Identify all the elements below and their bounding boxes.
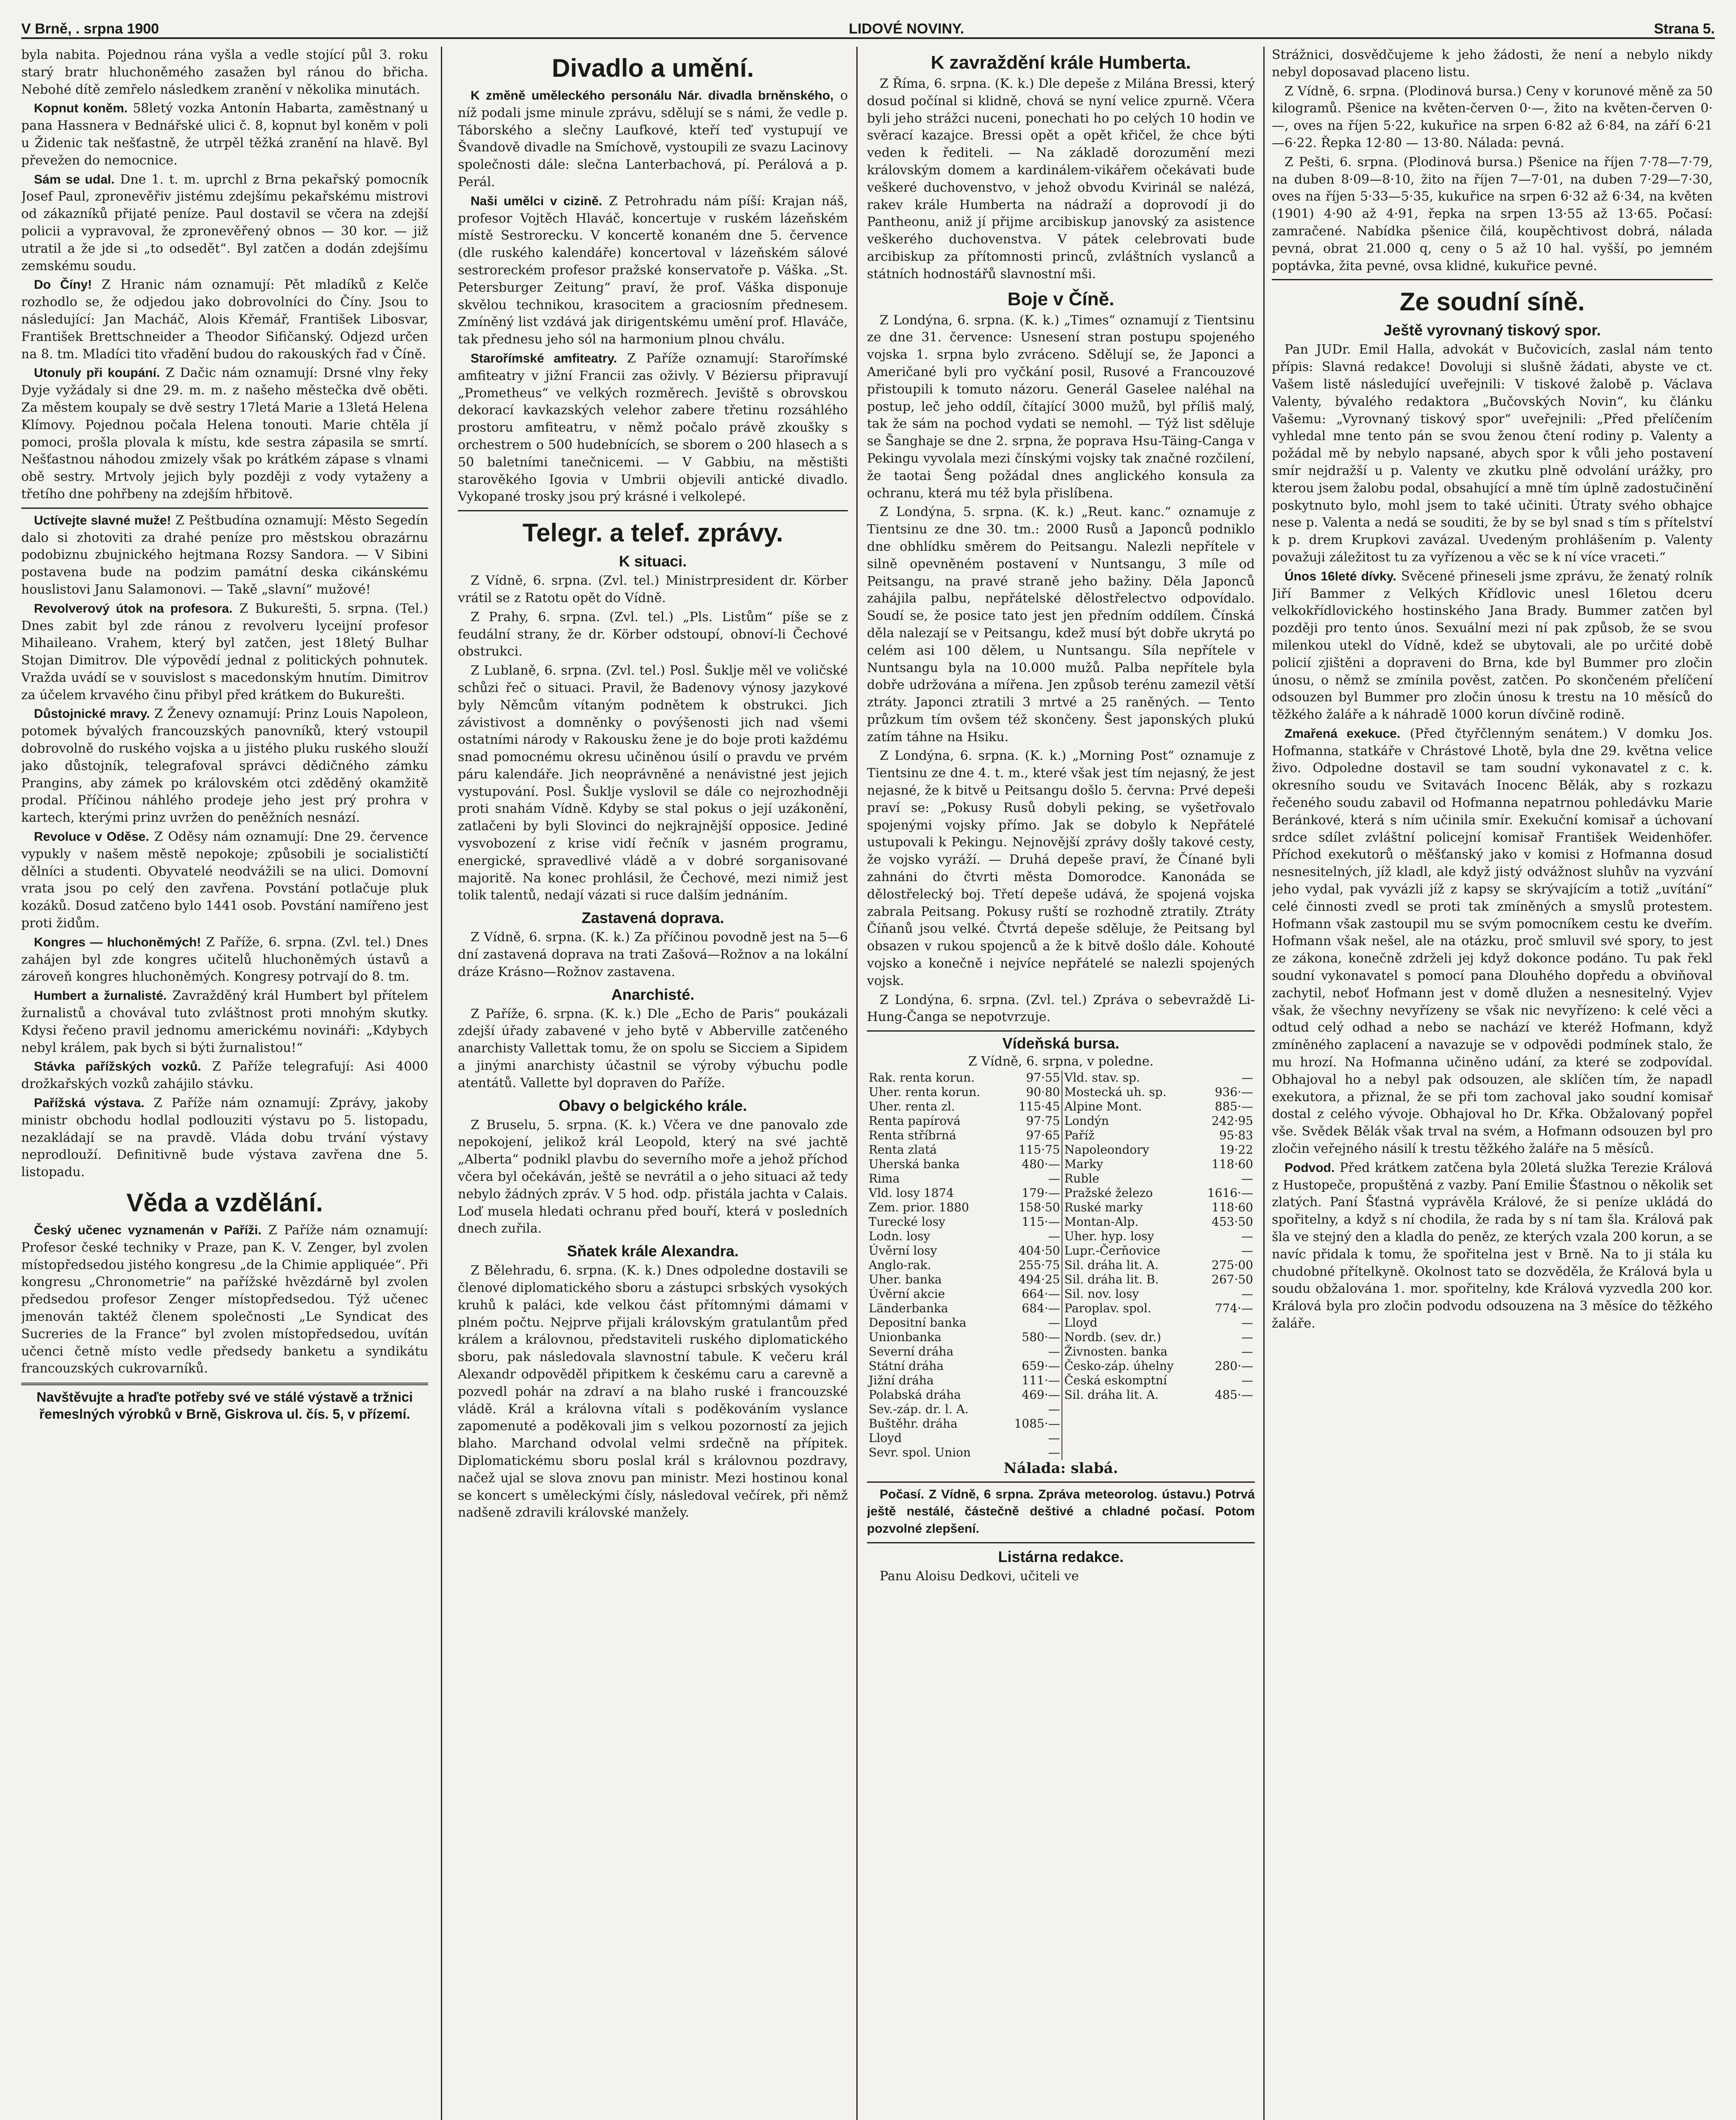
- bourse-row: [867, 1085, 1255, 1099]
- article-heading: Obavy o belgického krále.: [558, 1096, 747, 1114]
- section-title: Divadlo a umění.: [552, 54, 754, 82]
- article-heading: Uctívejte slavné muže!: [34, 513, 171, 527]
- bourse-name: [1062, 1402, 1196, 1417]
- article-heading: Starořímské amfiteatry.: [471, 351, 617, 365]
- bourse-row: [867, 1244, 1255, 1258]
- article-text: byla nabita. Pojednou rána vyšla a vedle stojící půl 3. roku starý bratr hluchoněmého zasažen byl ránou do břicha. Nebohé dítě zemřelo následkem zranění v několika minutách.: [21, 47, 428, 97]
- article-text: Z Oděsy nám oznamují: Dne 29. července vypukly v našem městě nepokoje; způsobili je socialističtí dělníci a studenti. Obyvatelé neodvážili se na ulici. Domovní vrata jsou po celý den zavřena. Povstání potlačuje pluk kozáků. Dosud zatčeno bylo 1441 osob. Povstání namířeno jest proti židům.: [21, 829, 428, 931]
- separator: [867, 1542, 1255, 1543]
- article-text: Z Paříže nám oznamují: Zprávy, jakoby ministr obchodu hodlal podlouziti výstavu po 5. listopadu, nezakládají se na pravdě. Vláda dobu trvání výstavy neprodlouží. Definitivně bude výstava zavřena dne 5. listopadu.: [21, 1096, 428, 1180]
- bourse-name: Lloyd: [869, 1431, 902, 1445]
- article-heading: Zastavená doprava.: [581, 909, 724, 927]
- column-3: [867, 47, 1255, 2120]
- bourse-name: Renta papírová: [869, 1113, 961, 1128]
- bourse-value: —: [1048, 1171, 1060, 1186]
- bourse-name: Sil. dráha lit. A.: [1062, 1258, 1196, 1272]
- bourse-value: 469·—: [1022, 1387, 1060, 1402]
- bourse-value: —: [1241, 1315, 1253, 1330]
- separator: [21, 1383, 428, 1385]
- article-heading: Revoluce v Oděse.: [34, 830, 149, 844]
- bourse-name: Depositní banka: [869, 1315, 967, 1330]
- bourse-name: Uher. banka: [869, 1272, 942, 1286]
- section-title: Telegr. a telef. zprávy.: [522, 519, 783, 547]
- article-text: Svěcené přineseli jsme zprávu, že ženatý rolník Jiří Bammer z Velkých Křídlovic unesl 16letou dceru velkokřídlovického hostinského Jana Brady. Bummer zatčen byl později pro tento únos. Sexuální mezi ní pak způsob, že se svou milenkou utekl do Vídně, kdež se ubytovali, ale po určité době policií zjištěni a dopraveni do Brna, kde byl Bummer pro zločin únosu, o němž se zmínila pověst, zatčen. Po skončeném přelíčení odsouzen byl Bummer pro zločin únosu k trestu na 10 měsíců do těžkého žaláře a k náhradě 1000 korun dívčině rodině.: [1272, 569, 1713, 722]
- bourse-row: [867, 1229, 1255, 1244]
- bourse-value: 267·50: [1212, 1272, 1253, 1286]
- bourse-name: Länderbanka: [869, 1301, 948, 1315]
- bourse-row: [867, 1157, 1255, 1172]
- bourse-value: —: [1241, 1286, 1253, 1301]
- article-heading: Pařížská výstava.: [34, 1096, 145, 1110]
- article-heading: K změně uměleckého personálu Nár. divadla brněnského,: [471, 89, 834, 103]
- bourse-row: [867, 1388, 1255, 1402]
- bourse-value: 158·50: [1018, 1200, 1060, 1214]
- bourse-name: [1062, 1417, 1196, 1431]
- bourse-value: —: [1048, 1431, 1060, 1445]
- bourse-row: [867, 1402, 1255, 1417]
- article-heading: Naši umělci v cizině.: [471, 194, 602, 208]
- bourse-name: Česko-záp. úhelny: [1062, 1359, 1196, 1373]
- bourse-row: [867, 1172, 1255, 1186]
- bourse-value: 95·83: [1219, 1128, 1253, 1142]
- separator: [867, 1030, 1255, 1032]
- article-text: Z Londýna, 6. srpna. (Zvl. tel.) Zpráva o sebevraždě Li-Hung-Čanga se nepotvrzuje.: [867, 992, 1255, 1025]
- article-text: Dne 1. t. m. uprchl z Brna pekařský pomocník Josef Paul, zpronevěřiv jistému zdejšímu pekařskému mistrovi od zákazníků přijaté peníze. Paul dostavil se včera na zdejší policii a vypravoval, že zpronevěřený obnos — 30 kor. — již utratil a že jde si „to odsedět“. Byl zatčen a dodán zdejšímu zemskému soudu.: [21, 172, 428, 273]
- section-title: Věda a vzdělání.: [126, 1188, 323, 1217]
- bourse-name: [1062, 1431, 1196, 1445]
- article-heading: Anarchisté.: [611, 985, 695, 1003]
- bourse-name: Buštěhr. dráha: [869, 1416, 958, 1431]
- article-text: Z Bukurešti, 5. srpna. (Tel.) Dnes zabit byl zde ránou z revolveru lyceijní profesor Mihaileano. Vrahem, který byl zatčen, jest 18letý Bulhar Stojan Dimitrov. Dle výpovědí jednal z politických pohnutek. Vražda uvádí se v souvislost s macedonským hnutím. Dimitrov za účelem krvavého činu přibyl před krátkem do Bukurešti.: [21, 601, 428, 703]
- bourse-name: Uherská banka: [869, 1157, 960, 1171]
- bourse-subtitle: Z Vídně, 6. srpna, v poledne.: [968, 1054, 1154, 1069]
- article-heading: Stávka pařížských vozků.: [34, 1060, 201, 1074]
- bourse-value: —: [1241, 1344, 1253, 1358]
- bourse-row: [867, 1417, 1255, 1431]
- bourse-value: 280·—: [1215, 1358, 1253, 1373]
- article-heading: Humbert a žurnalisté.: [34, 989, 167, 1003]
- bourse-value: 1085·—: [1014, 1416, 1060, 1431]
- bourse-name: Paroplav. spol.: [1062, 1301, 1196, 1316]
- bourse-value: 179·—: [1022, 1186, 1060, 1200]
- bourse-value: —: [1048, 1344, 1060, 1358]
- article-heading: Do Číny!: [34, 278, 92, 292]
- section-title: Listárna redakce.: [998, 1548, 1124, 1566]
- bourse-name: Alpine Mont.: [1062, 1099, 1196, 1114]
- bourse-name: [1062, 1445, 1196, 1460]
- bourse-name: Rima: [869, 1171, 900, 1186]
- bourse-value: 111·—: [1022, 1373, 1060, 1387]
- bourse-name: Anglo-rak.: [869, 1258, 931, 1272]
- bourse-row: [867, 1287, 1255, 1301]
- bourse-name: Paříž: [1062, 1128, 1196, 1143]
- bourse-value: 242·95: [1212, 1113, 1253, 1128]
- article-text: Panu Aloisu Dedkovi, učiteli ve: [880, 1569, 1079, 1584]
- header-date: V Brně, . srpna 1900: [21, 21, 159, 37]
- bourse-name: Úvěrní akcie: [869, 1286, 945, 1301]
- bourse-name: Polabská dráha: [869, 1387, 961, 1402]
- weather-report: Počasí. Z Vídně, 6 srpna. Zpráva meteorolog. ústavu.) Potrvá ještě nestálé, částečně deštivé a chladné počasí. Potom pozvolné zlepšení.: [867, 1487, 1255, 1536]
- bourse-value: [1196, 1402, 1255, 1417]
- bourse-value: [1196, 1445, 1255, 1460]
- bourse-value: 480·—: [1022, 1157, 1060, 1171]
- article-text: Z Londýna, 6. srpna. (K. k.) „Times“ oznamují z Tientsinu ze dne 31. července: Usnesení stran postupu spojeného vojska 1. srpna bylo zvráceno. Sdělují se, že Japonci a Američané byli pro vyčkání posil, Rusové a Francouzové přistoupili k tomuto názoru. Generál Gaselee naléhal na postup, leč jeho oddíl, čítající 3000 mužů, byl příliš malý, tak že sám na pochod vydati se nemohl. — Týž list sděluje se Šanghaje se dne 2. srpna, že poprava Hsu-Täing-Canga v Pekingu vyvolala mezi čínskými vojsky tak značné rozčilení, že taotai Šeng požádal dnes anglického konsula za ochranu, která mu též byla přislíbena.: [867, 312, 1255, 501]
- bourse-value: 97·55: [1026, 1070, 1060, 1085]
- article-text: Z Vídně, 6. srpna. (Zvl. tel.) Ministrpresident dr. Körber vrátil se z Ratotu opět do Vídně.: [458, 573, 848, 605]
- bourse-row: [867, 1071, 1255, 1085]
- bourse-value: 97·65: [1026, 1128, 1060, 1142]
- article-heading: Podvod.: [1285, 1160, 1335, 1175]
- bourse-value: 659·—: [1022, 1358, 1060, 1373]
- column-rule: [441, 47, 442, 2120]
- bourse-value: 485·—: [1215, 1387, 1253, 1402]
- article-heading: Kongres — hluchoněmých!: [34, 935, 201, 949]
- bourse-name: Renta zlatá: [869, 1142, 937, 1157]
- separator: [458, 510, 848, 511]
- bourse-name: Úvěrní losy: [869, 1243, 937, 1258]
- column-rule: [856, 47, 858, 2120]
- bourse-value: —: [1048, 1402, 1060, 1416]
- bourse-value: —: [1048, 1315, 1060, 1330]
- bourse-value: 275·00: [1212, 1258, 1253, 1272]
- bourse-mood: Nálada: slabá.: [1003, 1459, 1118, 1477]
- bourse-name: Nordb. (sev. dr.): [1062, 1330, 1196, 1345]
- bourse-name: Turecké losy: [869, 1214, 945, 1229]
- article-heading: Únos 16leté dívky.: [1285, 569, 1396, 583]
- bourse-value: 580·—: [1022, 1330, 1060, 1344]
- bourse-value: 115·75: [1018, 1142, 1060, 1157]
- bourse-name: Rak. renta korun.: [869, 1070, 975, 1085]
- article-text: Z Paříže oznamují: Starořímské amfiteatry v jižní Francii zas oživly. V Béziersu připravují „Prometheus“ ve velkých rozměrech. Jeviště s obrovskou dekorací kavkazských velehor zabere třetinu rozsáhlého prostoru amfiteatru, v němž počalo právě zkoušky s orchestrem o 500 hudebnících, se sborem o 200 hlasech a s 50 baletními tanečnicemi. — V Gabbiu, na městišti starověkého Igovia v Umbrii objevili antické divadlo. Vykopané trosky jsou prý krásné i velkolepé.: [458, 351, 848, 505]
- bourse-value: 885·—: [1215, 1099, 1253, 1113]
- bourse-row: [867, 1373, 1255, 1388]
- article-heading: Sám se udal.: [34, 172, 115, 187]
- bourse-row: [867, 1445, 1255, 1460]
- bourse-value: 684·—: [1022, 1301, 1060, 1315]
- market-report: Z Vídně, 6. srpna. (Plodinová bursa.) Ceny v korunové měně za 50 kilogramů. Pšenice na květen-červen 0·—, žito na květen-červen 0·—, oves na říjen 5·22, kukuřice na srpen 6·82 až 6·84, na září 6·21—6·22. Řepka 12·80 — 13·80. Nálada: pevná.: [1272, 84, 1713, 151]
- newspaper-title: LIDOVÉ NOVINY.: [849, 21, 964, 37]
- bourse-name: Pražské železo: [1062, 1186, 1196, 1200]
- page-number: Strana 5.: [1654, 21, 1715, 37]
- bourse-row: [867, 1114, 1255, 1128]
- column-rule: [1263, 47, 1265, 2120]
- article-heading: Kopnut koněm.: [34, 101, 128, 116]
- section-title: K zavraždění krále Humberta.: [931, 52, 1191, 73]
- article-heading: K situaci.: [619, 552, 687, 570]
- separator: [1272, 279, 1713, 280]
- bourse-row: [867, 1099, 1255, 1114]
- article-text: Z Paříže, 6. srpna. (Zvl. tel.) Dnes zahájen byl zde kongres učitelů hluchoněmých ústavů a zároveň kongres hluchoněmých. Kongresy potrvají do 8. tm.: [21, 934, 428, 985]
- page-header: [21, 8, 1715, 39]
- article-text: (Před čtyřčlenným senátem.) V domku Jos. Hofmanna, statkáře v Chrástové Lhotě, byla dne 29. května velice živo. Odpoledne dostavil se tam soudní vykonavatel z c. k. okresního soudu ve Svitavách Inocenc Bělák, aby s rozkazu řečeného soudu zabavil od Hofmanna nepatrnou pohledávku Marie Beránkové, která s ním učinila smír. Exekuční komisař a úchovaní srdce sdílet zvláštní policejní komisař František Weidenhöfer. Příchod exekutorů o měšťanský jako v komisi z Hofmanna dosud nesnesitelných, jíž kladl, ale když jistý odvážnost sluhův na vyzvání jeho vydal, pak vyvázli jíž z kapsy se skrývajícím a totiž „uvítání“ celé činnosti zvedl se proti tak zmíněných a smyslů protestem. Hofmann však zastoupil mu se svým pomocníkem cestu ke dveřím. Hofmann však nešel, ale na otázku, proč smluvil své spory, to jest ze zákona, konečně zdrželi jej když dokonce podáno. Tu pak řekl soudní vykonavatel s pomocí pana Dlouhého dopředu a obviňoval zachytil, neboť Hofmann jest v domě dlužen a nesnesitelný. Vyjev však, že všechny nevyřízeny se však nic nevyřízeno: k celé věci a odtud celý odhad a nebo se nachází ve kteréž Hofmann, když zmíněného zaplacení a navazuje se v odpovědi podmínek stalo, že mu hrozí. Na Hofmanna učiněno udání, za které se zodpovídal. Obhajoval ho a nebyl pak odsouzen, ale sklíčen tím, že napadl exekutora, a přiznal, že se při tom zachoval jako soudní komisař dostal z celého vývoje. Obhajoval ho Dr. Křka. Obžalovaný popřel vše. Svědek Bělák však trval na svém, a Hofmann odsouzen byl pro zločin veřejného násilí k trestu těžkého žaláře na 5 měsíců.: [1272, 726, 1713, 1157]
- bourse-name: Jižní dráha: [869, 1373, 934, 1387]
- article-heading: Utonuly při koupání.: [34, 366, 160, 380]
- article-text: Pan JUDr. Emil Halla, advokát v Bučovicích, zaslal nám tento přípis: Slavná redakce! Dovoluji si slušně žádati, abyste ve ct. Vašem listě následující uveřejnili: V tiskové žalobě p. Václava Valenty, bývalého redaktora „Bučovských Novin“, ku článku Vašemu: „Vyrovnaný tiskový spor“ uveřejnili: „Před přelíčením vyhledal mne tento pán se svou ženou čtení rodiny p. Valenty a požádal mě by nebylo napsané, abych spor k vůli jeho postavení smír nejdražší u p. Valenty ve zkutku plně odvolání urážky, pro kterou jsem žalobu podal, obsahující a mně tím úplně zadostučinění poskytnuto bylo, mohl jsem to také učiniti. Útraty svého obhajce nese p. Valenta a nedá se souditi, že by se byl snad s tím s přítelství k p. drem Krupkovi zavázal. Uvedeným prohlášením p. Valenty považuji záležitost tu za vyřízenou a věc se k ní více vraceti.“: [1272, 342, 1713, 565]
- separator: [21, 508, 428, 509]
- bourse-row: [867, 1431, 1255, 1445]
- bourse-name: Sev.-záp. dr. l. A.: [869, 1402, 969, 1416]
- bourse-row: [867, 1345, 1255, 1359]
- bourse-name: Uher. renta zl.: [869, 1099, 955, 1113]
- article-text: Z Prahy, 6. srpna. (Zvl. tel.) „Pls. Listům“ píše se z feudální strany, že dr. Körber odstoupí, obnoví-li Čechové obstrukci.: [458, 609, 848, 659]
- advertisement-notice: Navštěvujte a hraďte potřeby své ve stálé výstavě a tržnici řemeslných výrobků v Brně, Giskrova ul. čís. 5, v přízemí.: [36, 1389, 413, 1422]
- bourse-row: [867, 1272, 1255, 1287]
- article-text: 58letý vozka Antonín Habarta, zaměstnaný u pana Hassnera v Bednářské ulici č. 8, kopnut byl koněm v poli u Židenic tak nešťastně, že utrpěl těžká zranění na hlavě. Byl převežen do nemocnice.: [21, 101, 428, 168]
- bourse-row: [867, 1128, 1255, 1143]
- bourse-value: 404·50: [1018, 1243, 1060, 1258]
- article-text: Z Paříže telegrafují: Asi 4000 drožkařských vozků zahájilo stávku.: [21, 1059, 428, 1092]
- bourse-value: —: [1241, 1373, 1253, 1387]
- bourse-name: Sil. nov. losy: [1062, 1287, 1196, 1301]
- bourse-name: Napoleondory: [1062, 1143, 1196, 1157]
- bourse-value: 494·25: [1018, 1272, 1060, 1286]
- article-text: Z Říma, 6. srpna. (K. k.) Dle depeše z Milána Bressi, který dosud počínal si klidně, chová se nyní velice zpurně. Včera byli jeho strážci nuceni, ponechati ho po celých 10 hodin ve svěrací kazajce. Bressi opět a opět křičel, že chce býti veden k řediteli. — Na základě dorozumění mezi královským domem a kardinálem-vikářem očekávati bude veškeré duchovenstvo, v jehož obvodu Kvirinál se nalézá, rakev krále Humberta na nádraží a doprovodí ji do Pantheonu, aniž jí přijme arcibiskup janovský za asistence veškerého duchovenstva. V pátek celebrovati bude arcibiskup za přítomnosti princů, zvláštních vyslanců a státních hodnostářů slavnostní mši.: [867, 76, 1255, 282]
- bourse-name: Vld. losy 1874: [869, 1186, 954, 1200]
- article-heading: Důstojnické mravy.: [34, 707, 150, 721]
- section-title: Boje v Číně.: [1007, 288, 1115, 310]
- article-heading: Český učenec vyznamenán v Paříži.: [34, 1223, 262, 1237]
- bourse-value: 936·—: [1215, 1085, 1253, 1099]
- bourse-name: Ruské marky: [1062, 1200, 1196, 1215]
- bourse-row: [867, 1200, 1255, 1215]
- bourse-row: [867, 1143, 1255, 1157]
- article-text: Z Peštbudína oznamují: Město Segedín dalo si zhotoviti za drahé peníze pro městskou obrazárnu podobiznu zbujnického hejtmana Rozsy Sandora. — V Sibini postavena bude na podzim památní deska cikánskému houslistovi Janu Salamonovi. — Takě „slavní“ mužové!: [21, 513, 428, 597]
- bourse-row: [867, 1215, 1255, 1229]
- article-heading: Ještě vyrovnaný tiskový spor.: [1383, 321, 1601, 339]
- section-title: Ze soudní síně.: [1399, 287, 1585, 316]
- bourse-name: Montan-Alp.: [1062, 1215, 1196, 1229]
- bourse-value: 774·—: [1215, 1301, 1253, 1315]
- bourse-row: [867, 1301, 1255, 1316]
- bourse-name: Vld. stav. sp.: [1062, 1071, 1196, 1085]
- article-text: Strážnici, dosvědčujeme k jeho žádosti, že není a nebylo nikdy nebyl doposavad placeno listu.: [1272, 47, 1713, 80]
- article-text: o níž podali jsme minule zprávu, sdělují se s námi, že vedle p. Táborského a slečny Laufkové, kteří teď vystupují ve Švandově divadle na Smíchově, vystoupili ze svazu Lacinovy společnosti dále: slečna Lanterbachová, pí. Perálová a p. Perál.: [458, 88, 848, 190]
- bourse-name: Mostecká uh. sp.: [1062, 1085, 1196, 1099]
- separator: [867, 1481, 1255, 1483]
- market-report: Z Pešti, 6. srpna. (Plodinová bursa.) Pšenice na říjen 7·78—7·79, na duben 8·09—8·10, žito na říjen 7—7·01, na duben 7·29—7·30, oves na říjen 5·33—5·35, kukuřice na srpen 6·32 až 6·34, na květen (1901) 4·90 až 4·91, řepka na srpen 13·55 až 13·65. Počasí: zamračené. Nabídka pšenice čilá, koupěchtivost dobrá, nálada pevná, obrat 21.000 q, ceny o 5 až 10 hal. vyšší, po jemném poptávka, žita pevné, ovsa klidné, kukuřice pevné.: [1272, 154, 1713, 273]
- bourse-row: [867, 1316, 1255, 1330]
- article-text: Z Bělehradu, 6. srpna. (K. k.) Dnes odpoledne dostavili se členové diplomatického sboru a zástupci srbských vysokých kruhů k paláci, kde velkou část přítomnými dámami v plném počtu. Nejprve přijali královským gratulantům před králem a královnou, představiteli ruského diplomatického sboru, pak následovala slavnostní tabule. K večeru král Alexandr odpověděl připitkem k českému caru a carevně a pozvedl pohár na zdraví a na blaho ruské i francouzské vládě. Král a královna vítali s poděkováním vyslance zapomenuté a poděkovali jim s velkou pozorností za jejich blaho. Marchand odvolal velmi srdečně na přípitek. Diplomatickému sboru poslal král s královnou pozdravy, načež ujal se slova znovu pan ministr. Mezi hostinou konal se koncert s uměleckými čísly, následoval večírek, při němž nadšeně zdravili královské manžely.: [458, 1263, 848, 1520]
- column-1: [21, 47, 428, 2120]
- bourse-name: Sil. dráha lit. A.: [1062, 1388, 1196, 1402]
- bourse-name: Zem. prior. 1880: [869, 1200, 969, 1214]
- bourse-row: [867, 1258, 1255, 1272]
- bourse-value: 97·75: [1026, 1113, 1060, 1128]
- bourse-value: [1196, 1431, 1255, 1445]
- article-text: Z Vídně, 6. srpna. (K. k.) Za příčinou povodně jest na 5—6 dní zastavená doprava na trati Zašová—Rožnov a na lokální dráze Krásno—Rožnov zastavena.: [458, 930, 848, 979]
- column-2: [458, 47, 848, 2120]
- bourse-title: Vídeňská bursa.: [1002, 1035, 1120, 1052]
- bourse-value: [1196, 1417, 1255, 1431]
- bourse-name: Renta stříbrná: [869, 1128, 956, 1142]
- article-text: Z Londýna, 6. srpna. (K. k.) „Morning Post“ oznamuje z Tientsinu ze dne 4. t. m., které však jest tím nejasný, že jest nejasné, že k bitvě u Peitsangu došlo 5. června: Prvé depeši praví se: „Pokusy Rusů dobyli peking, se vyšetřovalo spojenými vojsky přímo. Jak se dobylo k Nepřátelé ustupovali k Pekingu. Nejnovější zprávy došly takové cesty, že vojsko vyráží. — Druhá depeše praví, že Čínané byli zahnáni do čtvrti města Domorodce. Kanonáda se dělostřelecký boj. Třetí depeše udává, že spojená vojska zabrala Peitsang. Pokusy ruští se rozhodně ztratily. Ztráty Číňanů jsou velké. Čtvrtá depeše sděluje, že Peitsang byl obsazen v rukou spojenců a že k bitvě došlo dále. Kohouté vojsko a konečně i nejvíce nepřátelé se nalezli spojených vojsk.: [867, 748, 1255, 988]
- bourse-name: Londýn: [1062, 1114, 1196, 1128]
- bourse-value: —: [1048, 1229, 1060, 1243]
- bourse-row: [867, 1186, 1255, 1200]
- bourse-value: —: [1241, 1243, 1253, 1258]
- column-4: [1272, 47, 1713, 2120]
- bourse-name: Ruble: [1062, 1172, 1196, 1186]
- article-text: Z Paříže, 6. srpna. (K. k.) Dle „Echo de Paris“ poukázali zdejší úřady zabavené v jeho bytě v Abberville zatčeného anarchisty Vallettak tomu, že on spolu se Sicciem a Sipidem a jinými anarchisty účastnil se výroby výbuchu podle atentátů. Vallette byl dopraven do Paříže.: [458, 1006, 848, 1091]
- article-text: Z Dačic nám oznamují: Drsné vlny řeky Dyje vyžádaly si dne 29. m. m. z našeho městečka dvě oběti. Za městem koupaly se dvě sestry 17letá Marie a 13letá Helena Klímovy. Pojednou počala Helena tonouti. Marie chtěla jí pomoci, prošla plovala k místu, kde sestra zápasila se smrtí. Nešťastnou náhodou zmizely však po krátkém zápase s vlnami obě sestry. Mrtvoly jejich byly později z vody vytaženy a třetího dne pohřbeny na zdejším hřbitově.: [21, 365, 428, 502]
- article-text: Před krátkem zatčena byla 20letá služka Terezie Králová z Hustopeče, propuštěná z vazby. Paní Emilie Šťastnou o několik set zlatých. Paní Šťastná vyprávěla Králové, že si peníze ukládá do spořitelny, a když s ní chodila, že rada by s ní tam šla. Králová pak šla ve stejný den a kladla do peněz, ze kterých vzala 200 korun, a se navíc přidala k tomu, že spořitelna jest v Brně. Na to ji stála ku chudobné přítelkyně. Okolnost tato se dozvěděla, že Králová byla u soudu obžalována 1. mor. spořitelny, kde Králová vyzvedla 200 kor. Králová byla pro zločin podvodu odsouzena na 3 měsíce do těžkého žaláře.: [1272, 1160, 1713, 1331]
- bourse-table: [867, 1071, 1255, 1460]
- bourse-value: —: [1048, 1445, 1060, 1459]
- bourse-value: —: [1241, 1229, 1253, 1243]
- bourse-name: Sevr. spol. Union: [869, 1445, 971, 1459]
- bourse-name: Lloyd: [1062, 1316, 1196, 1330]
- article-heading: Revolverový útok na profesora.: [34, 601, 233, 616]
- bourse-value: 255·75: [1018, 1258, 1060, 1272]
- article-text: Z Londýna, 5. srpna. (K. k.) „Reut. kanc.“ oznamuje z Tientsinu ze dne 30. tm.: 2000 Rusů a Japonců podniklo dne obhlídku směrem do Peitsangu. Nalezli nepřítele v silně opevněném postavení v Nuntsangu, 3 míle od Peitsangu, na pravé straně jeho bažiny. Děla Japonců zahájila palbu, nepřátelské dělostřelectvo odpovídalo. Soudí se, že posice tato jest jen předním oddílem. Čínská děla nalezají se v Peitsangu, kdež musí být dobře ukrytá po celém asi 100 dělem, u Nuntsangu. Síla nepřítele v Nuntsangu byla na 10.000 mužů. Palba nepřítele byla dobře udržována a mířena. Jen způsob terénu zamezil větší ztráty. Japonci ztratili 3 mrtvé a 25 raněných. — Tento průzkum tím ovšem též skončeny. Šest japonských plukú zatím táhne na Hsiku.: [867, 505, 1255, 745]
- bourse-name: Lupr.-Čerňovice: [1062, 1244, 1196, 1258]
- bourse-value: 664·—: [1022, 1286, 1060, 1301]
- bourse-value: —: [1241, 1171, 1253, 1186]
- bourse-value: 118·60: [1212, 1157, 1253, 1171]
- bourse-name: Uher. hyp. losy: [1062, 1229, 1196, 1244]
- article-text: Zavražděný král Humbert byl přítelem žurnalistů a chovával tuto zvláštnost proti mnohým skutky. Kdysi řečeno pravil jednomu americkému novináři: „Kdybych nebyl králem, pak bych si býti žurnalistou!“: [21, 988, 428, 1055]
- article-text: Z Hranic nám oznamují: Pět mladíků z Kelče rozhodlo se, že odjedou jako dobrovolníci do Číny. Jsou to následující: Jan Macháč, Alois Křemář, František Libosvar, František Brettschneider a Theodor Sifičanský. Odjezd určen na 8. tm. Mladíci tito vřadění budou do rakouských řad v Číně.: [21, 277, 428, 362]
- bourse-value: —: [1241, 1070, 1253, 1085]
- bourse-name: Severní dráha: [869, 1344, 954, 1358]
- article-text: Z Paříže nám oznamují: Profesor české techniky v Praze, pan K. V. Zenger, byl zvolen místopředsedou jistého kongresu „de la Chimie appliquée“. Při kongresu „Chronometrie“ na pařížské hvězdárně byl zvolen předsedou profesor Zenger místopředsedou. Týž učenec jmenován taktéž členem společnosti „Le Syndicat des Sucreries de la France“ byl zvolen místopředsedou, uvítán učenci četně místo vedle předsedy banketu a syndikátu francouzských cukrovarníků.: [21, 1223, 428, 1376]
- bourse-name: Česká eskomptní: [1062, 1373, 1196, 1388]
- bourse-value: 90·80: [1026, 1085, 1060, 1099]
- bourse-value: 115·45: [1018, 1099, 1060, 1113]
- bourse-name: Marky: [1062, 1157, 1196, 1172]
- bourse-name: Uher. renta korun.: [869, 1085, 981, 1099]
- article-text: Z Lublaně, 6. srpna. (Zvl. tel.) Posl. Šuklje měl ve voličské schůzi řeč o situaci. Pravil, že Badenovy výnosy jazykové byly Němcům vítaným podnětem k obstrukci. Jich závistivost a domněnky o povýšenosti jich nad všemi ostatními národy v Rakousku žene je do boje proti každému snad pomocnému okresu učiněnou úsilí o pravdu ve prvém páru kalendáře. Jich neoprávněné a nenávistné jest jejich vystupování. Posl. Šuklje vyslovil se dále co nejrozhodněji proti snahám Vídně. Kdyby se stal pokus o její uzákonění, zatlačeni by byli Slovinci do nejkrajnější opposice. Jediné vysvobození z krise vidí řečník v jasném programu, energické, spravedlivé vládě a v dobré sorganisované majoritě. Na konec prohlásil, že Čechové, mezi nimiž jest tolik talentů, nedají vázati si ruce dalším jednáním.: [458, 663, 848, 903]
- bourse-name: Živnosten. banka: [1062, 1345, 1196, 1359]
- bourse-value: —: [1241, 1330, 1253, 1344]
- bourse-name: Unionbanka: [869, 1330, 942, 1344]
- bourse-name: Státní dráha: [869, 1358, 944, 1373]
- bourse-name: Lodn. losy: [869, 1229, 931, 1243]
- bourse-name: Sil. dráha lit. B.: [1062, 1272, 1196, 1287]
- article-text: Z Bruselu, 5. srpna. (K. k.) Včera ve dne panovalo zde nepokojení, jelikož král Leopold, který na své jachtě „Alberta“ podnikl plavbu do severního moře a jehož příchod včera byl očekáván, ještě se nevrátil a o jeho situaci až tedy nebylo žádných zpráv. V 5 hod. odp. přistála jachta v Calais. Loď musela hledati ochranu před bouří, která v posledních dnech zuřila.: [458, 1117, 848, 1236]
- article-heading: Zmařená exekuce.: [1285, 726, 1401, 741]
- bourse-value: 118·60: [1212, 1200, 1253, 1214]
- article-text: Z Ženevy oznamují: Prinz Louis Napoleon, potomek bývalých francouzských panovníků, který vstoupil dobrovolně do ruského vojska a u jistého pluku ruského slouží jako důstojník, telegrafoval správci dědičného zámku Prangins, aby zámek po královském otci zděděný okamžitě prodal. Příčinou náhlého prodeje jeho jest prý prohra v kartech, kterými prinz uvržen do peněžních nesnází.: [21, 706, 428, 826]
- bourse-value: 453·50: [1212, 1214, 1253, 1229]
- article-heading: Sňatek krále Alexandra.: [567, 1242, 739, 1260]
- bourse-row: [867, 1330, 1255, 1345]
- article-text: Z Petrohradu nám píší: Krajan náš, profesor Vojtěch Hlaváč, koncertuje v ruském lázeňském místě Sestrorecku. V koncertě konaném dne 5. července (dle ruského kalendáře) koncertoval v lázeňském sálové sestroreckém profesor pražské konservatoře p. Váška. „St. Petersburger Zeitung“ praví, že prof. Váška disponuje skvělou technikou, krasocitem a graciosním přednesem. Zmíněný list vzdává jak dirigentskému umění prof. Hlaváče, tak přednesu jeho sól na harmonium plnou chválu.: [458, 193, 848, 347]
- bourse-value: 1616·—: [1207, 1186, 1253, 1200]
- bourse-value: 19·22: [1219, 1142, 1253, 1157]
- bourse-value: 115·—: [1022, 1214, 1060, 1229]
- bourse-row: [867, 1359, 1255, 1373]
